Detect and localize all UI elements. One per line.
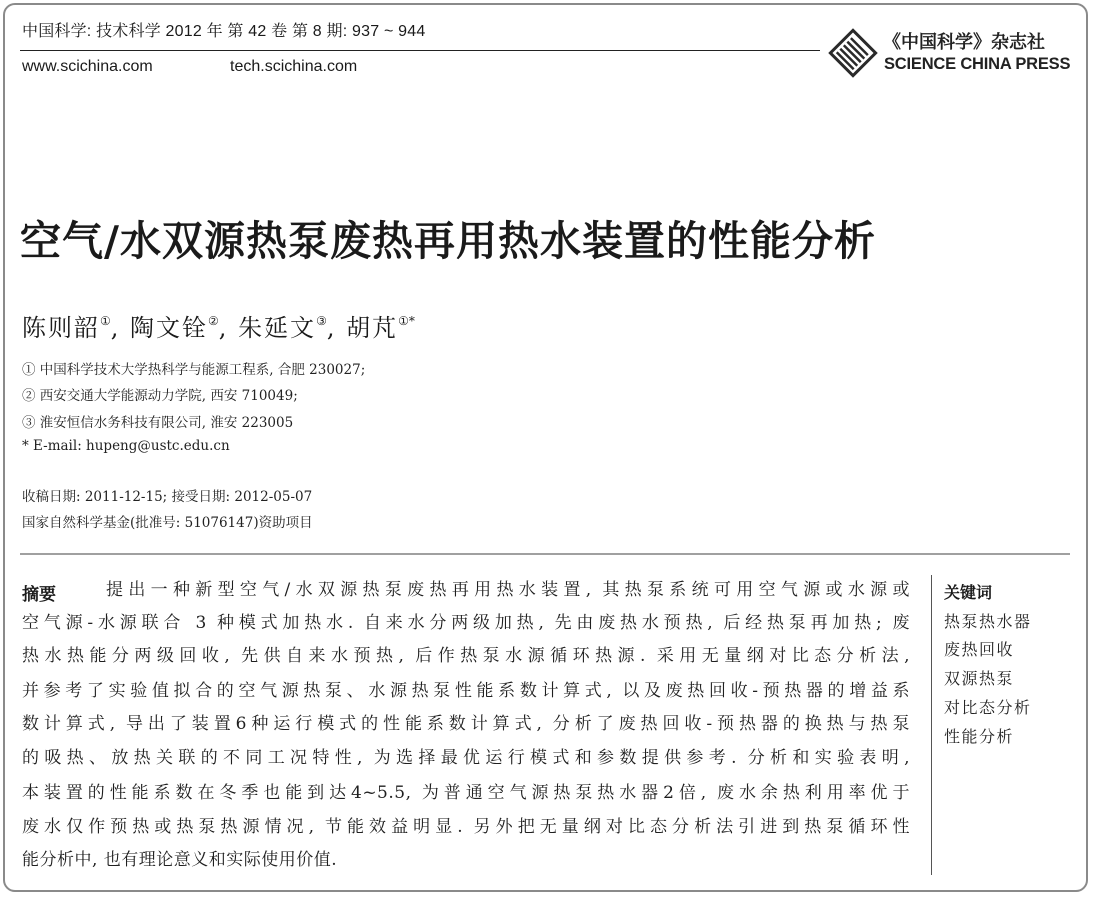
header-rule <box>20 50 820 51</box>
abstract-line: 提出一种新型空气/水双源热泵废热再用热水装置, 其热泵系统可用空气源或水源或 <box>106 580 910 600</box>
received-dates: 收稿日期: 2011-12-15; 接受日期: 2012-05-07 <box>22 489 313 505</box>
keywords-label: 关键词 <box>944 583 993 602</box>
publisher-name-en: SCIENCE CHINA PRESS <box>884 55 1071 73</box>
contact-email[interactable]: * E-mail: hupeng@ustc.edu.cn <box>22 438 230 454</box>
abstract-line: 数计算式, 导出了装置6种运行模式的性能系数计算式, 分析了废热回收-预热器的换热与热泵 <box>22 714 910 734</box>
abstract-line: 能分析中, 也有理论意义和实际使用价值. <box>22 850 338 870</box>
affiliation-line: ② 西安交通大学能源动力学院, 西安 710049; <box>22 388 298 404</box>
abstract-label: 摘要 <box>22 585 56 605</box>
abstract-line: 的吸热、放热关联的不同工况特性, 为选择最优运行模式和参数提供参考. 分析和实验表明, <box>22 748 910 768</box>
keyword-item: 对比态分析 <box>944 698 1032 717</box>
abstract-line: 本装置的性能系数在冬季也能到达4~5.5, 为普通空气源热泵热水器2倍, 废水余热利用率优于 <box>22 783 910 803</box>
author-affiliation-mark: ③ <box>316 314 327 328</box>
keyword-item: 废热回收 <box>944 640 1015 659</box>
abstract-line: 空气源-水源联合 3 种模式加热水. 自来水分两级加热, 先由废热水预热, 后经热泵再加热; 废 <box>22 613 910 633</box>
author-name: 胡芃 <box>346 314 399 342</box>
affiliation-line: ① 中国科学技术大学热科学与能源工程系, 合肥 230027; <box>22 362 366 378</box>
author-affiliation-mark: ② <box>208 314 219 328</box>
affiliation-line: ③ 淮安恒信水务科技有限公司, 淮安 223005 <box>22 415 294 431</box>
author-name: 朱延文 <box>238 314 317 342</box>
author-list: 陈则韶①, 陶文铨②, 朱延文③, 胡芃①* <box>22 314 415 342</box>
publisher-name-cn: 《中国科学》杂志社 <box>883 32 1045 53</box>
keyword-item: 双源热泵 <box>944 669 1015 688</box>
section-divider <box>20 553 1070 555</box>
author-affiliation-mark: ① <box>100 314 111 328</box>
paper-title: 空气/水双源热泵废热再用热水装置的性能分析 <box>20 217 876 265</box>
keyword-item: 性能分析 <box>944 727 1015 746</box>
tech-url[interactable]: tech.scichina.com <box>230 58 358 75</box>
keywords-divider <box>931 575 932 875</box>
publisher-logo-icon <box>828 28 878 78</box>
abstract-line: 废水仅作预热或热泵热源情况, 节能效益明显. 另外把无量纲对比态分析法引进到热泵循环性 <box>22 817 910 837</box>
abstract-line: 并参考了实验值拟合的空气源热泵、水源热泵性能系数计算式, 以及废热回收-预热器的增益系 <box>22 681 910 701</box>
author-affiliation-mark: ①* <box>398 314 415 328</box>
author-name: 陈则韶 <box>22 314 100 342</box>
journal-url[interactable]: www.scichina.com <box>22 58 153 75</box>
journal-issue-line: 中国科学: 技术科学 2012 年 第 42 卷 第 8 期: 937 ~ 944 <box>22 23 426 40</box>
funding-note: 国家自然科学基金(批准号: 51076147)资助项目 <box>22 515 313 531</box>
abstract-line: 热水热能分两级回收, 先供自来水预热, 后作热泵水源循环热源. 采用无量纲对比态分析法, <box>22 646 910 666</box>
keyword-item: 热泵热水器 <box>944 612 1032 631</box>
author-name: 陶文铨 <box>130 314 209 342</box>
